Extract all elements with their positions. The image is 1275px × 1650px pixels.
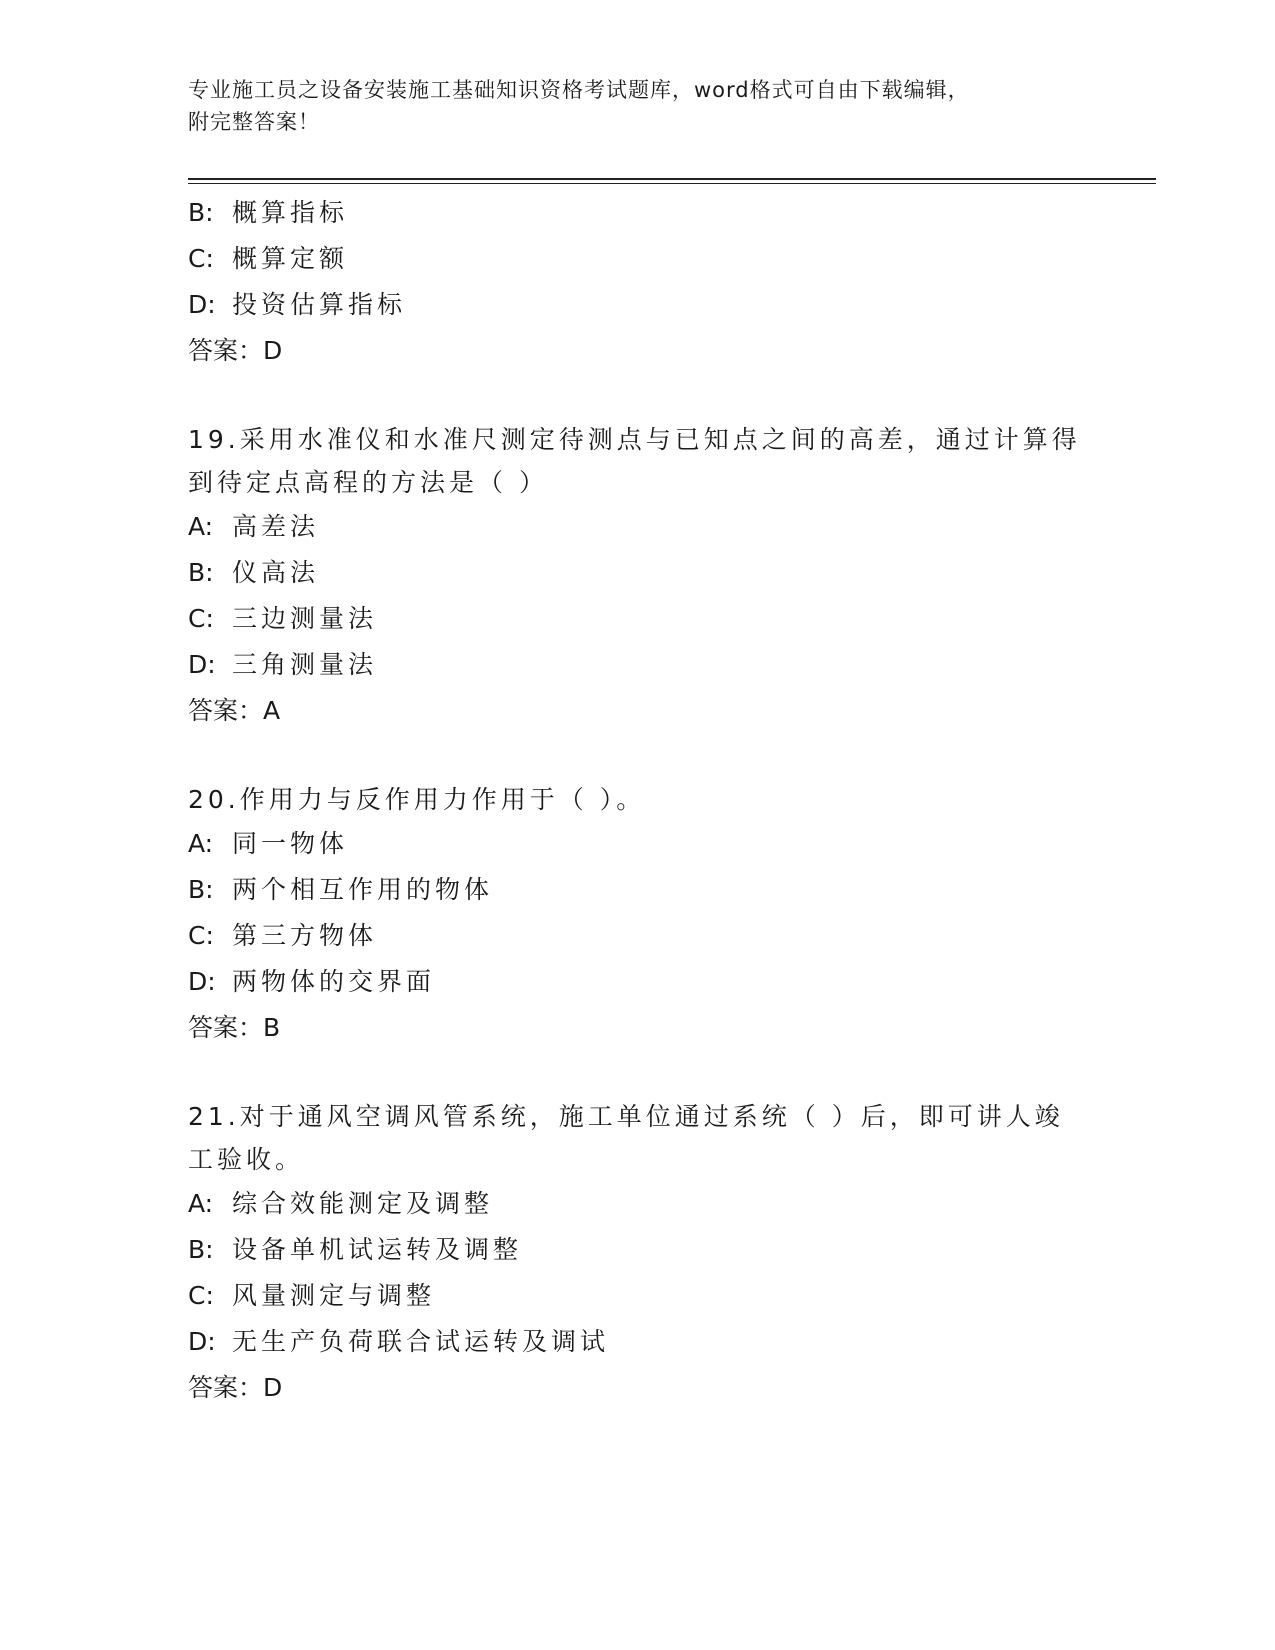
question-20 bbox=[188, 778, 1088, 1051]
answer-line bbox=[188, 1365, 1088, 1411]
answer-label: 答案： bbox=[188, 696, 264, 725]
question-19 bbox=[188, 418, 1088, 734]
option-c bbox=[188, 236, 1088, 282]
option-text: 两个相互作用的物体 bbox=[232, 875, 494, 904]
option-text: 风量测定与调整 bbox=[232, 1281, 436, 1310]
option-label: A: bbox=[188, 829, 214, 858]
question-text-line-2: 工验收。 bbox=[188, 1145, 305, 1174]
option-label: D: bbox=[188, 650, 216, 679]
option-d bbox=[188, 282, 1088, 328]
answer-line bbox=[188, 328, 1088, 374]
option-label: B: bbox=[188, 1235, 214, 1264]
option-text: 综合效能测定及调整 bbox=[232, 1189, 494, 1218]
option-c bbox=[188, 596, 1088, 642]
answer-line bbox=[188, 688, 1088, 734]
option-label: B: bbox=[188, 198, 214, 227]
answer-line bbox=[188, 1005, 1088, 1051]
option-b bbox=[188, 550, 1088, 596]
option-a bbox=[188, 821, 1088, 867]
header-divider-thick bbox=[188, 178, 1156, 180]
option-text: 同一物体 bbox=[232, 829, 349, 858]
option-text: 无生产负荷联合试运转及调试 bbox=[232, 1327, 610, 1356]
answer-value: A bbox=[263, 696, 285, 725]
option-label: D: bbox=[188, 967, 216, 996]
answer-label: 答案： bbox=[188, 336, 264, 365]
continued-question-block bbox=[188, 190, 1088, 374]
option-c bbox=[188, 1273, 1088, 1319]
question-text-line-1: 19.采用水准仪和水准尺测定待测点与已知点之间的高差，通过计算得 bbox=[188, 425, 1081, 454]
option-text: 两物体的交界面 bbox=[232, 967, 436, 996]
option-text: 投资估算指标 bbox=[232, 290, 407, 319]
option-label: A: bbox=[188, 1189, 214, 1218]
question-21 bbox=[188, 1095, 1088, 1411]
question-text-line-1: 21.对于通风空调风管系统，施工单位通过系统（ ）后，即可讲人竣 bbox=[188, 1102, 1064, 1131]
option-text: 三角测量法 bbox=[232, 650, 378, 679]
option-text: 设备单机试运转及调整 bbox=[232, 1235, 523, 1264]
answer-value: D bbox=[263, 336, 287, 365]
option-label: B: bbox=[188, 875, 214, 904]
option-label: C: bbox=[188, 1281, 214, 1310]
question-text-line-1: 20.作用力与反作用力作用于（ ）。 bbox=[188, 785, 646, 814]
option-d bbox=[188, 642, 1088, 688]
option-label: D: bbox=[188, 1327, 216, 1356]
answer-label: 答案： bbox=[188, 1373, 264, 1402]
option-text: 仪高法 bbox=[232, 558, 320, 587]
option-d bbox=[188, 1319, 1088, 1365]
option-label: D: bbox=[188, 290, 216, 319]
answer-value: B bbox=[263, 1013, 285, 1042]
option-b bbox=[188, 190, 1088, 236]
option-b bbox=[188, 1227, 1088, 1273]
answer-value: D bbox=[263, 1373, 287, 1402]
answer-label: 答案： bbox=[188, 1013, 264, 1042]
header-line-2: 附完整答案！ bbox=[188, 110, 320, 134]
option-a bbox=[188, 504, 1088, 550]
header-line-1: 专业施工员之设备安装施工基础知识资格考试题库，word格式可自由下载编辑， bbox=[188, 78, 970, 102]
option-text: 第三方物体 bbox=[232, 921, 378, 950]
option-text: 概算指标 bbox=[232, 198, 349, 227]
option-label: A: bbox=[188, 512, 214, 541]
option-text: 高差法 bbox=[232, 512, 320, 541]
option-label: C: bbox=[188, 244, 214, 273]
option-text: 三边测量法 bbox=[232, 604, 378, 633]
question-content bbox=[188, 190, 1088, 1411]
header-divider-thin bbox=[188, 183, 1156, 184]
document-header bbox=[188, 74, 1068, 138]
option-d bbox=[188, 959, 1088, 1005]
option-a bbox=[188, 1181, 1088, 1227]
option-label: B: bbox=[188, 558, 214, 587]
option-label: C: bbox=[188, 604, 214, 633]
option-label: C: bbox=[188, 921, 214, 950]
option-b bbox=[188, 867, 1088, 913]
question-text-line-2: 到待定点高程的方法是（ ） bbox=[188, 468, 548, 497]
option-c bbox=[188, 913, 1088, 959]
option-text: 概算定额 bbox=[232, 244, 349, 273]
